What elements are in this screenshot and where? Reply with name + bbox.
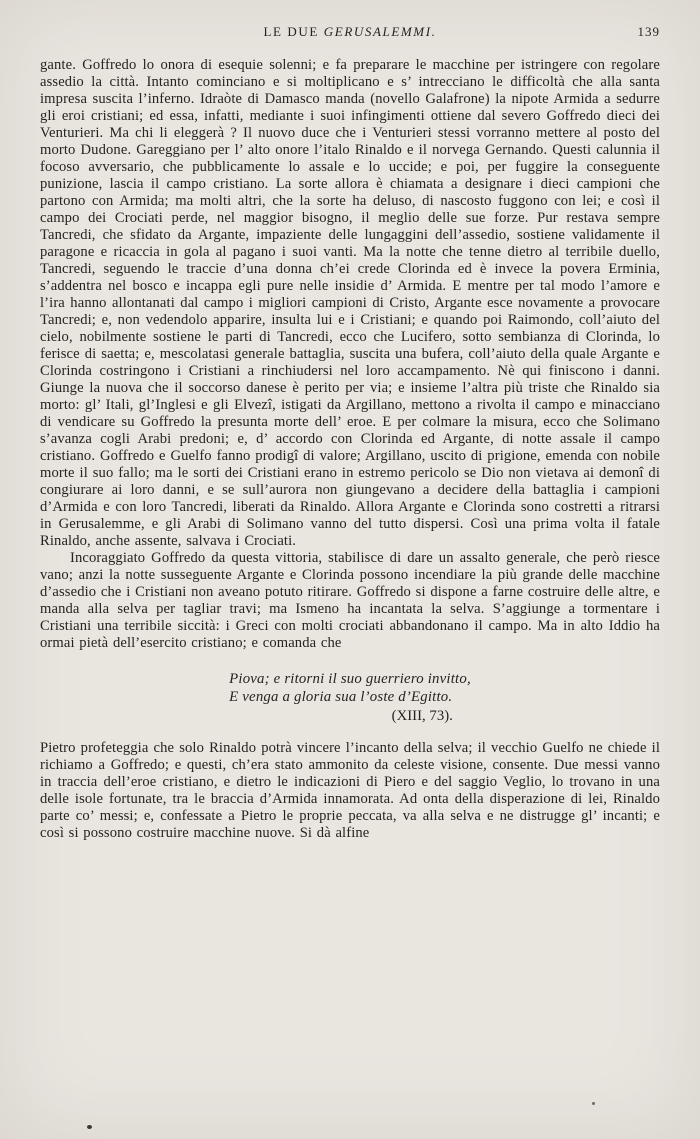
verse-quote (229, 670, 471, 725)
page-text (40, 57, 660, 842)
scan-speck (87, 1125, 92, 1129)
verse-citation: (XIII, 73). (391, 708, 453, 724)
verse-line: E venga a gloria sua l’oste d’Egitto. (229, 689, 453, 705)
paragraph-continuation: gante. Goffredo lo onora di esequie solenni; e fa preparare le macchine per istringere con regolare assedio la città. Intanto cominciano e si moltiplicano e s’ intrecciano le difficoltà che alla santa impresa suscita l’inferno. Idraòte di Damasco manda (novello Galafrone) la nipote Armida a sedurre gli eroi cristiani; ed essa, infatti, mediante i suoi infingimenti ottiene dal severo Goffredo dieci dei Venturieri. Ma chi li eleggerà ? Il nuovo duce che i Venturieri stessi vorranno mettere al posto del morto Dudone. Gareggiano per l’ alto onore l’italo Rinaldo e il norvega Gernando. Questi calunnia il focoso avversario, che pubblicamente lo assale e lo uccide; e poi, per fuggire la conseguente punizione, lascia il campo cristiano. La sorte allora è chiamata a designare i dieci campioni che partono con Armida; ma molti altri, che la sorte ha deluso, di nascosto fuggono con lei; e così il campo dei Crociati perde, nel maggior bisogno, il meglio delle sue forze. Pur restava sempre Tancredi, che sfidato da Argante, impaziente delle lungaggini dell’assedio, sostiene validamente il paragone e ricaccia in gola al pagano i suoi vanti. Ma la notte che tenne dietro al terribile duello, Tancredi, seguendo le traccie d’una donna ch’ei crede Clorinda ed è invece la povera Erminia, s’addentra nel bosco e incappa egli pure nelle insidie d’ Armida. E mentre per tal modo l’amore e l’ira hanno allontanati dal campo i migliori campioni di Cristo, Argante esce novamente a provocare Tancredi; e, non vedendolo apparire, insulta lui e i Cristiani; e quando poi Raimondo, coll’aiuto del cielo, nobilmente sostiene le parti di Tancredi, ecco che Lucifero, sotto sembianza di Clorinda, lo ferisce di saetta; e, mescolatasi generale battaglia, suscita una bufera, coll’aiuto della quale Argante e Clorinda costringono i Cristiani a rinchiudersi nel loro accampamento. Nè qui finiscono i danni. Giunge la nuova che il soccorso danese è perito per via; e insieme l’altra più triste che Rinaldo sia morto: gl’ Itali, gl’Inglesi e gli Elvezî, istigati da Argillano, mettono a rivolta il campo e minacciano di vendicare su Goffredo la presunta morte dell’ eroe. E per colmare la misura, ecco che Solimano s’avanza cogli Arabi predoni; e, d’ accordo con Clorinda ed Argante, di notte assale il campo cristiano. Goffredo e Guelfo fanno prodigî di valore; Argillano, uscito di prigione, emenda con nobile morte il suo fallo; ma le sorti dei Cristiani erano in estremo pericolo se Dio non vietava ai demonî di congiurare ai loro danni, e se sull’aurora non giungevano a decidere della battaglia i campioni d’Armida e con loro Tancredi, liberati da Rinaldo. Allora Argante e Clorinda sono costretti a ritrarsi in Gerusalemme, e gli Arabi di Solimano vanno del tutto dispersi. Così una prima volta il fatale Rinaldo, anche assente, salvava i Crociati. (40, 57, 660, 549)
running-title-italic: GERUSALEMMI. (323, 24, 437, 39)
scan-speck (592, 1102, 595, 1105)
page-header (40, 24, 660, 40)
running-title-prefix: LE DUE (263, 24, 324, 39)
paragraph-third: Pietro profeteggia che solo Rinaldo potrà vincere l’incanto della selva; il vecchio Guelfo ne chiede il richiamo a Goffredo; e questi, ch’era stato ammonito da celeste visione, consente. Due messi vanno in traccia dell’eroe cristiano, e dietro le indicazioni di Piero e del saggio Veglio, lo trovano in una delle isole fortunate, tra le braccia d’Armida innamorata. Ad onta della disperazione di lei, Rinaldo parte co’ messi; e, confessate a Pietro le proprie peccata, va alla selva e ne distrugge gl’ incanti; e così si possono costruire macchine nuove. Si dà alfine (40, 740, 660, 841)
running-title (263, 24, 436, 39)
paragraph-second: Incoraggiato Goffredo da questa vittoria, stabilisce di dare un assalto generale, che però riesce vano; anzi la notte susseguente Argante e Clorinda possono incendiare la più grande delle macchine d’assedio che i Cristiani non aveano potuto ritirare. Goffredo si dispone a farne costruire delle altre, e manda alla selva per tagliar travi; ma Ismeno ha incantata la selva. S’aggiunge a tormentare i Cristiani una terribile siccità: i Greci con molti crociati abbandonano il campo. Ma in alto Iddio ha ormai pietà dell’esercito cristiano; e comanda che (40, 550, 660, 651)
page-number: 139 (637, 24, 660, 39)
verse-line: Piova; e ritorni il suo guerriero invitto, (229, 671, 471, 687)
